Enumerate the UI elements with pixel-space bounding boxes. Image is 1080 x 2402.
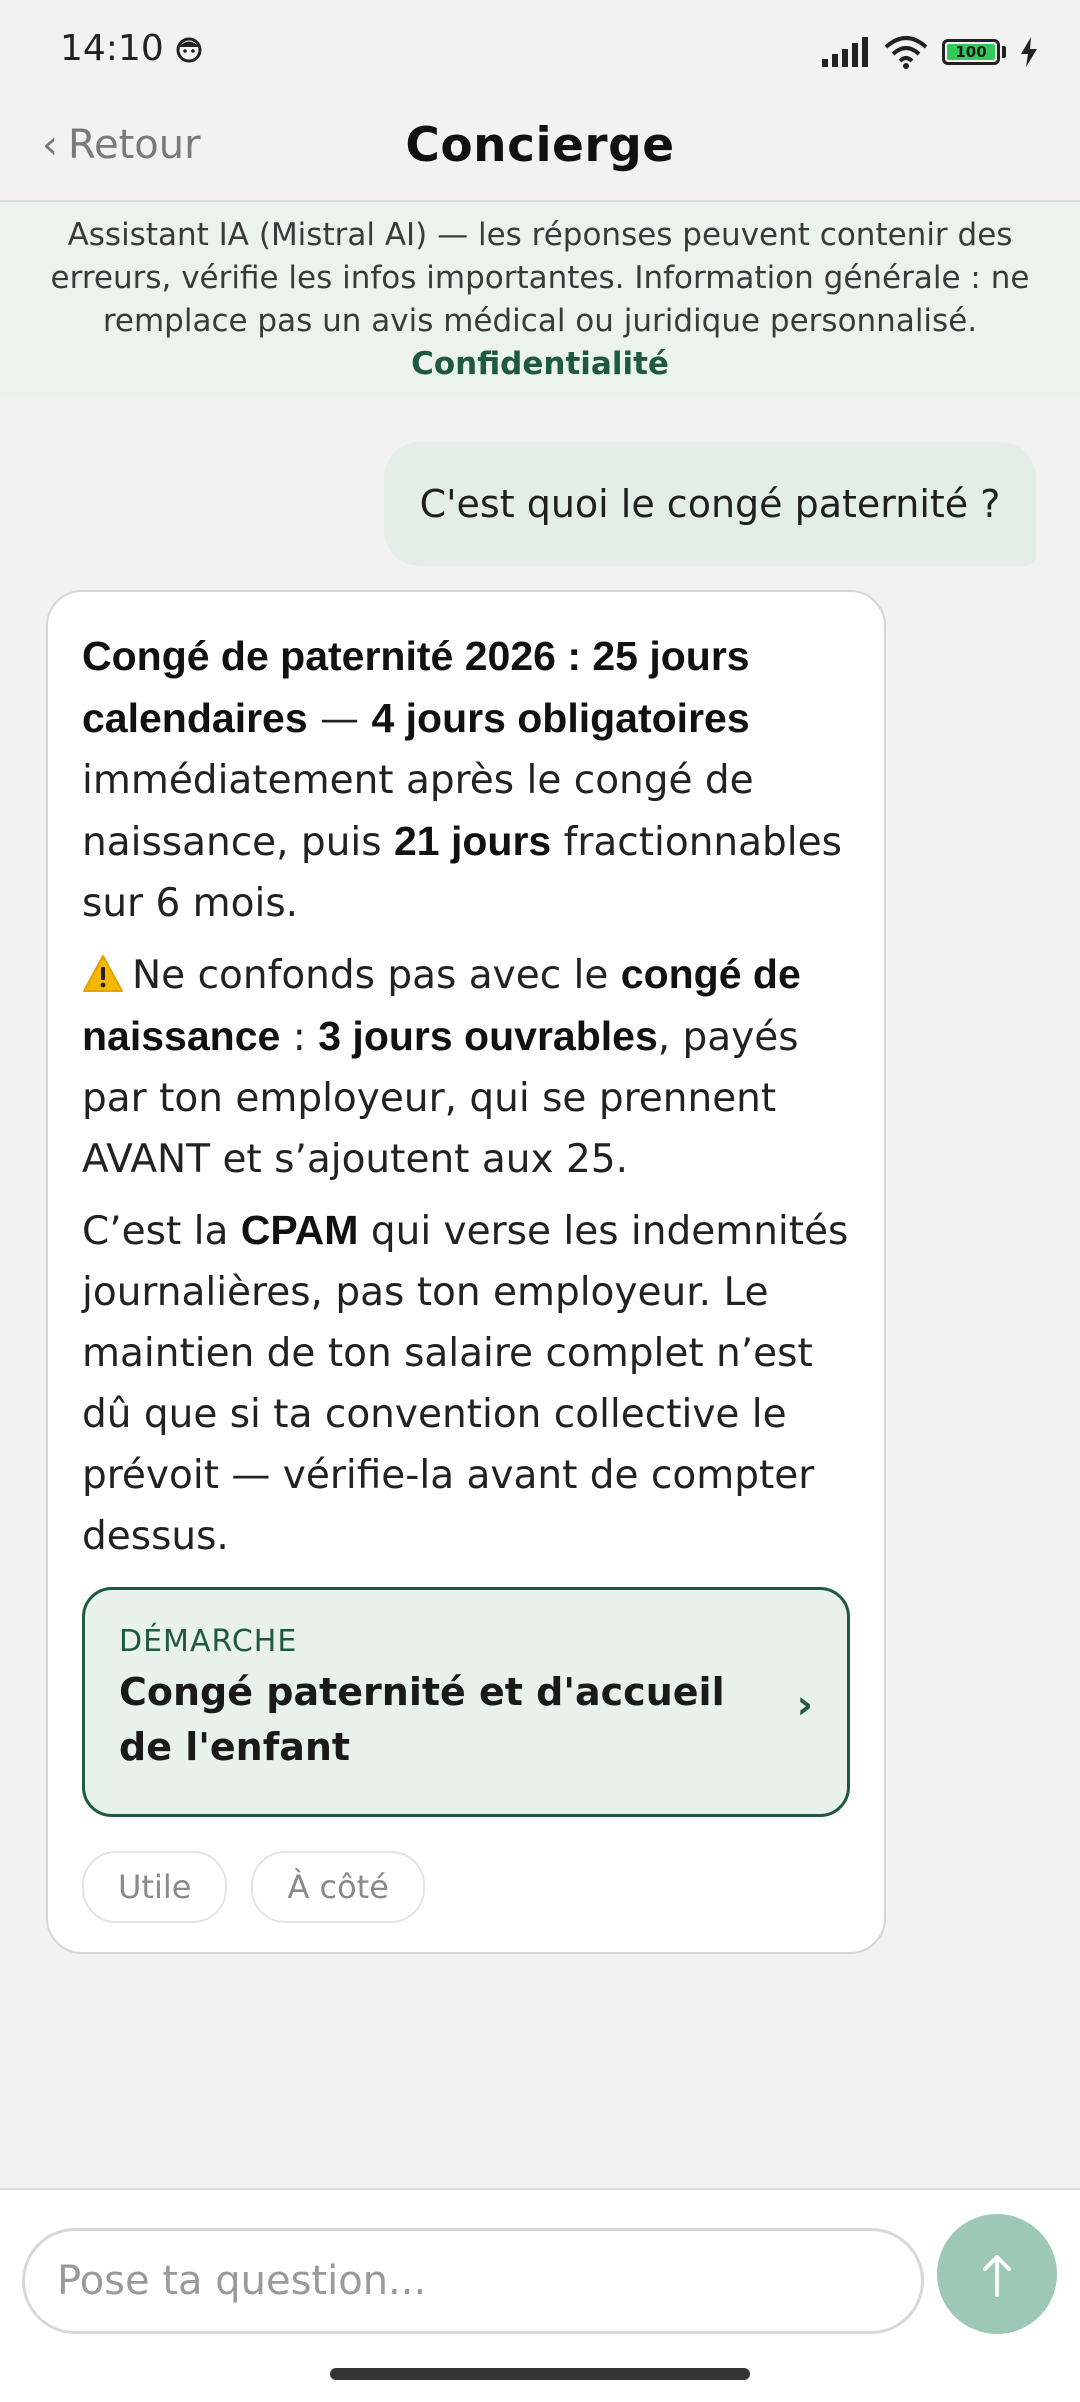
- wifi-icon: [884, 35, 928, 69]
- feedback-useful-button[interactable]: Utile: [82, 1851, 227, 1923]
- text: :: [280, 1015, 319, 1060]
- disclaimer-text: Assistant IA (Mistral AI) — les réponses peuvent contenir des erreurs, vérifie les infos importantes. Information générale : ne remplace pas un avis médical ou juridique personnalisé.: [50, 217, 1030, 339]
- bold-text: congé de naissance: [82, 951, 801, 1059]
- bold-text: 21 jours: [393, 818, 552, 864]
- feedback-buttons: [82, 1851, 850, 1923]
- feedback-off-topic-button[interactable]: À côté: [251, 1851, 424, 1923]
- nav-bar: [0, 96, 1080, 202]
- charging-icon: [1020, 37, 1038, 67]
- status-icons: [822, 32, 1038, 72]
- text: —: [307, 697, 372, 742]
- battery-level: 100: [947, 44, 995, 60]
- composer-bar: [0, 2188, 1080, 2402]
- bold-text: 4 jours obligatoires: [371, 695, 750, 741]
- text: immédiatement après le congé de naissance, puis: [82, 758, 754, 865]
- bold-text: Congé de paternité 2026 : 25 jours calendaires: [82, 633, 750, 741]
- status-bar: [0, 0, 1080, 96]
- battery-icon: [942, 39, 1006, 65]
- home-indicator[interactable]: [330, 2368, 750, 2380]
- send-button[interactable]: [937, 2214, 1057, 2334]
- arrow-up-icon: [979, 2251, 1015, 2297]
- page-title: Concierge: [405, 118, 675, 173]
- answer-paragraph-2: [82, 944, 850, 1190]
- back-label: Retour: [68, 122, 201, 168]
- text: Ne confonds pas avec le: [132, 953, 621, 998]
- ai-disclaimer-banner: [0, 202, 1080, 396]
- question-input[interactable]: [22, 2228, 924, 2334]
- warning-icon: [82, 954, 124, 994]
- chevron-left-icon: ‹: [42, 122, 58, 168]
- bold-text: CPAM: [240, 1207, 359, 1253]
- text: , payés par ton employeur, qui se prennent AVANT et s’ajoutent aux 25.: [82, 1015, 799, 1182]
- text: fractionnables sur 6 mois.: [82, 820, 842, 926]
- privacy-link[interactable]: Confidentialité: [411, 346, 669, 382]
- bold-text: 3 jours ouvrables: [318, 1013, 658, 1059]
- assistant-message-card: [46, 590, 886, 1954]
- signal-icon: [822, 37, 870, 67]
- face-icon: [174, 34, 204, 64]
- answer-paragraph-3: [82, 1200, 850, 1567]
- status-time: 14:10: [60, 28, 164, 69]
- demarche-title: Congé paternité et d'accueil de l'enfant: [119, 1670, 725, 1769]
- text: qui verse les indemnités journalières, pas ton employeur. Le maintien de ton salaire complet n’est dû que si ta convention collective le prévoit — vérifie-la avant de compter dessus.: [82, 1209, 849, 1559]
- demarche-kicker: DÉMARCHE: [119, 1624, 298, 1659]
- demarche-link-card[interactable]: [82, 1587, 850, 1817]
- answer-paragraph-1: [82, 626, 850, 934]
- text: C’est la: [82, 1209, 241, 1254]
- user-message-bubble: C'est quoi le congé paternité ?: [384, 442, 1036, 566]
- chevron-right-icon: ›: [796, 1682, 813, 1728]
